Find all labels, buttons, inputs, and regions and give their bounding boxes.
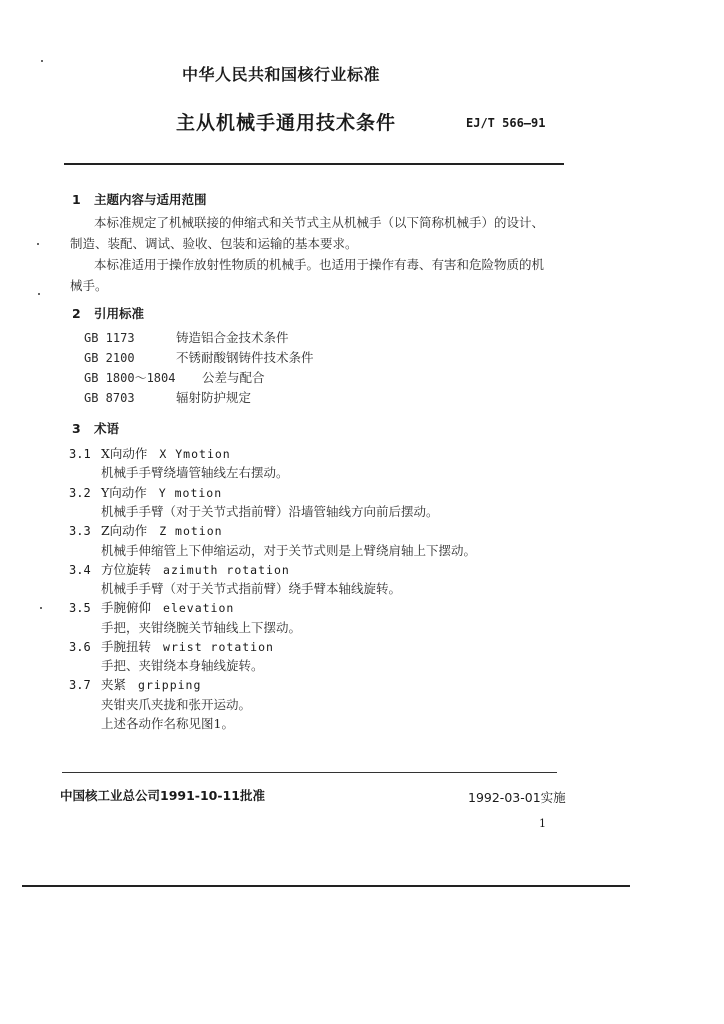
term-english: Z motion	[159, 524, 223, 538]
term-english: elevation	[163, 601, 235, 615]
term-chinese: 夹紧	[101, 677, 127, 692]
section-title: 引用标准	[94, 306, 145, 321]
term-english: azimuth rotation	[163, 563, 290, 577]
term-definition: 手把，夹钳绕腕关节轴线上下摆动。	[101, 620, 302, 635]
term-definition: 机械手手臂（对于关节式指前臂）绕手臂本轴线旋转。	[101, 581, 402, 596]
term-english: Y motion	[158, 486, 223, 500]
term-number: 3.6	[69, 640, 91, 654]
reference-item	[84, 368, 265, 386]
term-english: X Ymotion	[159, 447, 231, 461]
section-3-heading	[72, 419, 119, 437]
reference-code: GB 1173	[84, 331, 135, 345]
section-1-para1-line2: 制造、装配、调试、验收、包装和运输的基本要求。	[70, 236, 358, 251]
term-heading	[69, 444, 231, 462]
reference-title: 不锈耐酸钢铸件技术条件	[176, 350, 314, 365]
term-number: 3.2	[69, 486, 91, 500]
page-number: 1	[539, 817, 546, 830]
term-heading	[69, 637, 274, 655]
scan-speck	[37, 243, 39, 245]
section-title: 术语	[94, 421, 120, 436]
term-heading	[69, 483, 222, 501]
page-bottom-rule	[22, 885, 630, 887]
term-definition: 手把、夹钳绕本身轴线旋转。	[101, 658, 264, 673]
term-chinese: Z向动作	[101, 523, 148, 538]
term-definition: 夹钳夹爪夹拢和张开运动。	[101, 697, 252, 712]
section-1-para2-line2: 械手。	[70, 278, 108, 293]
figure-reference-note: 上述各动作名称见图1。	[101, 716, 234, 731]
term-english: wrist rotation	[163, 640, 274, 654]
implementation-date: 1992-03-01实施	[468, 790, 566, 805]
reference-item	[84, 388, 251, 406]
standard-number: EJ/T 566—91	[466, 116, 546, 130]
term-number: 3.4	[69, 563, 91, 577]
section-1-para2-line1: 本标准适用于操作放射性物质的机械手。也适用于操作有毒、有害和危险物质的机	[94, 257, 545, 272]
document-title: 主从机械手通用技术条件	[176, 112, 397, 134]
section-number: 1	[72, 192, 81, 207]
reference-title: 公差与配合	[202, 370, 265, 385]
reference-code: GB 8703	[84, 391, 135, 405]
header-rule	[64, 163, 564, 165]
footer-rule	[62, 772, 557, 773]
reference-title: 铸造铝合金技术条件	[176, 330, 289, 345]
reference-item	[84, 348, 314, 366]
term-chinese: 手腕俯仰	[101, 600, 152, 615]
section-1-heading	[72, 190, 207, 208]
standard-category-header: 中华人民共和国核行业标准	[182, 65, 381, 84]
term-number: 3.5	[69, 601, 91, 615]
approval-date: 中国核工业总公司1991-10-11批准	[60, 788, 265, 803]
term-heading	[69, 560, 290, 578]
term-chinese: 手腕扭转	[101, 639, 152, 654]
term-chinese: 方位旋转	[101, 562, 152, 577]
term-number: 3.3	[69, 524, 91, 538]
reference-code: GB 2100	[84, 351, 135, 365]
reference-code: GB 1800～1804	[84, 371, 176, 385]
scan-speck	[41, 60, 43, 62]
term-english: gripping	[138, 678, 202, 692]
section-1-para1-line1: 本标准规定了机械联接的伸缩式和关节式主从机械手（以下简称机械手）的设计、	[94, 215, 545, 230]
scan-speck	[40, 607, 42, 609]
scan-speck	[38, 293, 40, 295]
reference-item	[84, 328, 289, 346]
term-heading	[69, 675, 201, 693]
term-definition: 机械手伸缩管上下伸缩运动，对于关节式则是上臂绕肩轴上下摆动。	[101, 543, 477, 558]
section-number: 2	[72, 306, 81, 321]
term-number: 3.1	[69, 447, 91, 461]
term-number: 3.7	[69, 678, 91, 692]
section-number: 3	[72, 421, 81, 436]
term-definition: 机械手手臂（对于关节式指前臂）沿墙管轴线方向前后摆动。	[101, 504, 439, 519]
term-definition: 机械手手臂绕墙管轴线左右摆动。	[101, 465, 289, 480]
section-2-heading	[72, 304, 144, 322]
reference-title: 辐射防护规定	[176, 390, 252, 405]
term-heading	[69, 598, 234, 616]
term-heading	[69, 521, 223, 539]
section-title: 主题内容与适用范围	[94, 192, 207, 207]
term-chinese: X向动作	[101, 446, 148, 461]
term-chinese: Y向动作	[101, 485, 147, 500]
